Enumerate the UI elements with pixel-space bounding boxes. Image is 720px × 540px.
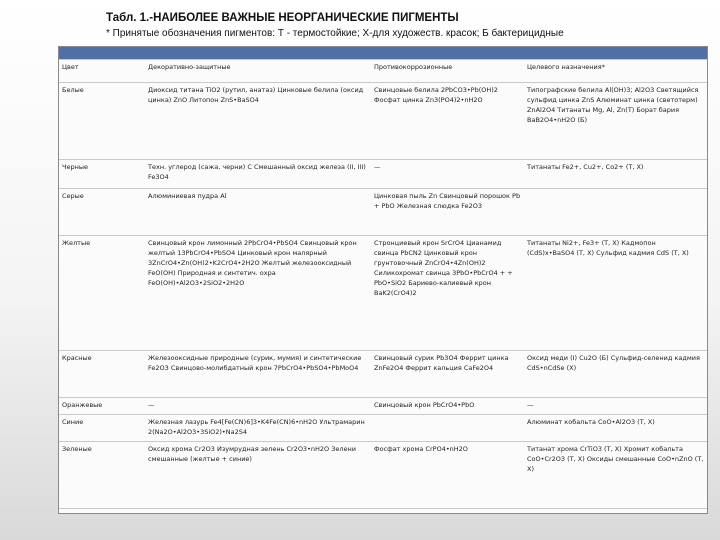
cell-color: Черные [59, 160, 145, 189]
table-row [59, 442, 707, 509]
cell-color: Белые [59, 83, 145, 160]
cell-color: Оранжевые [59, 398, 145, 415]
cell-color: Красные [59, 351, 145, 398]
cell-anticorrosive: Фосфат хрома CrPO4•nH2O [371, 442, 524, 509]
cell-anticorrosive: Цинковая пыль Zn Свинцовый порошок Pb + PbO Железная слюдка Fe2O3 [371, 189, 524, 236]
table-row [59, 509, 707, 528]
cell-special: Титанат хрома CrTiO3 (Т, X) Хромит кобальта CoO•Cr2O3 (Т, X) Оксиды смешанные CoO•nZnO (Т, X) [524, 442, 707, 509]
table-row [59, 236, 707, 351]
table-row [59, 351, 707, 398]
table-row [59, 160, 707, 189]
table-row [59, 189, 707, 236]
page-subtitle: * Принятые обозначения пигментов: Т - термостойкие; Х-для художеств. красок; Б бактерицидные [106, 28, 564, 39]
cell-anticorrosive: — [371, 160, 524, 189]
cell-decorative: Диоксид титана TiO2 (рутил, анатаз) Цинковые белила (оксид цинка) ZnO Литопон ZnS•BaSO4 [145, 83, 371, 160]
cell-decorative: Свинцовый крон лимонный 2PbCrO4•PbSO4 Свинцовый крон желтый 13PbCrO4•PbSO4 Цинковый крон малярный 3ZnCrO4•Zn(OH)2•K2CrO4•2H2O Желтый железооксидный FeO(OH) Природная и синтетич. охра FeO(OH)•Al2O3•2SiO2•2H2O [145, 236, 371, 351]
header-color: Цвет [59, 60, 145, 83]
table-row [59, 83, 707, 160]
header-decorative: Декоративно-защитные [145, 60, 371, 83]
pigments-table [59, 59, 707, 527]
cell-anticorrosive: Свинцовый сурик Pb3O4 Феррит цинка ZnFe2O4 Феррит кальция CaFe2O4 [371, 351, 524, 398]
cell-special [524, 509, 707, 528]
header-special: Целевого назначения* [524, 60, 707, 83]
cell-anticorrosive: Свинцовые белила 2PbCO3•Pb(OH)2 Фосфат цинка Zn3(PO4)2•nH2O [371, 83, 524, 160]
table-frame [58, 46, 708, 514]
table-header-row [59, 60, 707, 83]
table-top-band [59, 47, 707, 59]
page-title: Табл. 1.-НАИБОЛЕЕ ВАЖНЫЕ НЕОРГАНИЧЕСКИЕ ПИГМЕНТЫ [106, 12, 459, 24]
cell-color: Синие [59, 415, 145, 442]
cell-color: Серые [59, 189, 145, 236]
cell-color: Зеленые [59, 442, 145, 509]
cell-special: Алюминат кобальта CoO•Al2O3 (Т, X) [524, 415, 707, 442]
cell-anticorrosive [371, 509, 524, 528]
cell-decorative: Техн. углерод (сажа, черни) С Смешанный оксид железа (II, III) Fe3O4 [145, 160, 371, 189]
cell-anticorrosive [371, 415, 524, 442]
cell-special: Типографские белила Al(OH)3; Al2O3 Светящийся сульфид цинка ZnS Алюминат цинка (светотерм) ZnAl2O4 Титанаты Mg, Al, Zn(Т) Борат бария BaB2O4•nH2O (Б) [524, 83, 707, 160]
cell-anticorrosive: Стронциевый крон SrCrO4 Цианамид свинца PbCN2 Цинковый крон грунтовочный ZnCrO4•4Zn(OH)2 Силикохромат свинца 3PbO•PbCrO4 + + PbO•SiO2 Бариево-калиевый крон BaK2(CrO4)2 [371, 236, 524, 351]
cell-decorative: Железооксидные природные (сурик, мумия) и синтетические Fe2O3 Свинцово-молибдатный крон 7PbCrO4•PbSO4•PbMoO4 [145, 351, 371, 398]
cell-special: — [524, 398, 707, 415]
cell-decorative: Оксид хрома Cr2O3 Изумрудная зелень Cr2O3•nH2O Зелени смешанные (желтые + синие) [145, 442, 371, 509]
cell-decorative: — [145, 398, 371, 415]
cell-special: Оксид меди (I) Cu2O (Б) Сульфид-селенид кадмия CdS•nCdSe (X) [524, 351, 707, 398]
table-row [59, 398, 707, 415]
cell-special: Титанаты Fe2+, Cu2+, Co2+ (Т, X) [524, 160, 707, 189]
cell-color: Желтые [59, 236, 145, 351]
cell-decorative: Железная лазурь Fe4[Fe(CN)6]3•K4Fe(CN)6•nH2O Ультрамарин 2(Na2O•Al2O3•3SiO2)•Na2S4 [145, 415, 371, 442]
cell-decorative [145, 509, 371, 528]
cell-decorative: Алюминиевая пудра Al [145, 189, 371, 236]
cell-anticorrosive: Свинцовый крон PbCrO4•PbO [371, 398, 524, 415]
table-row [59, 415, 707, 442]
cell-special: Титанаты Ni2+, Fe3+ (Т, X) Кадмопон (CdS)x•BaSO4 (Т, X) Сульфид кадмия CdS (Т, X) [524, 236, 707, 351]
cell-special [524, 189, 707, 236]
cell-color [59, 509, 145, 528]
header-anticorrosive: Противокоррозионные [371, 60, 524, 83]
